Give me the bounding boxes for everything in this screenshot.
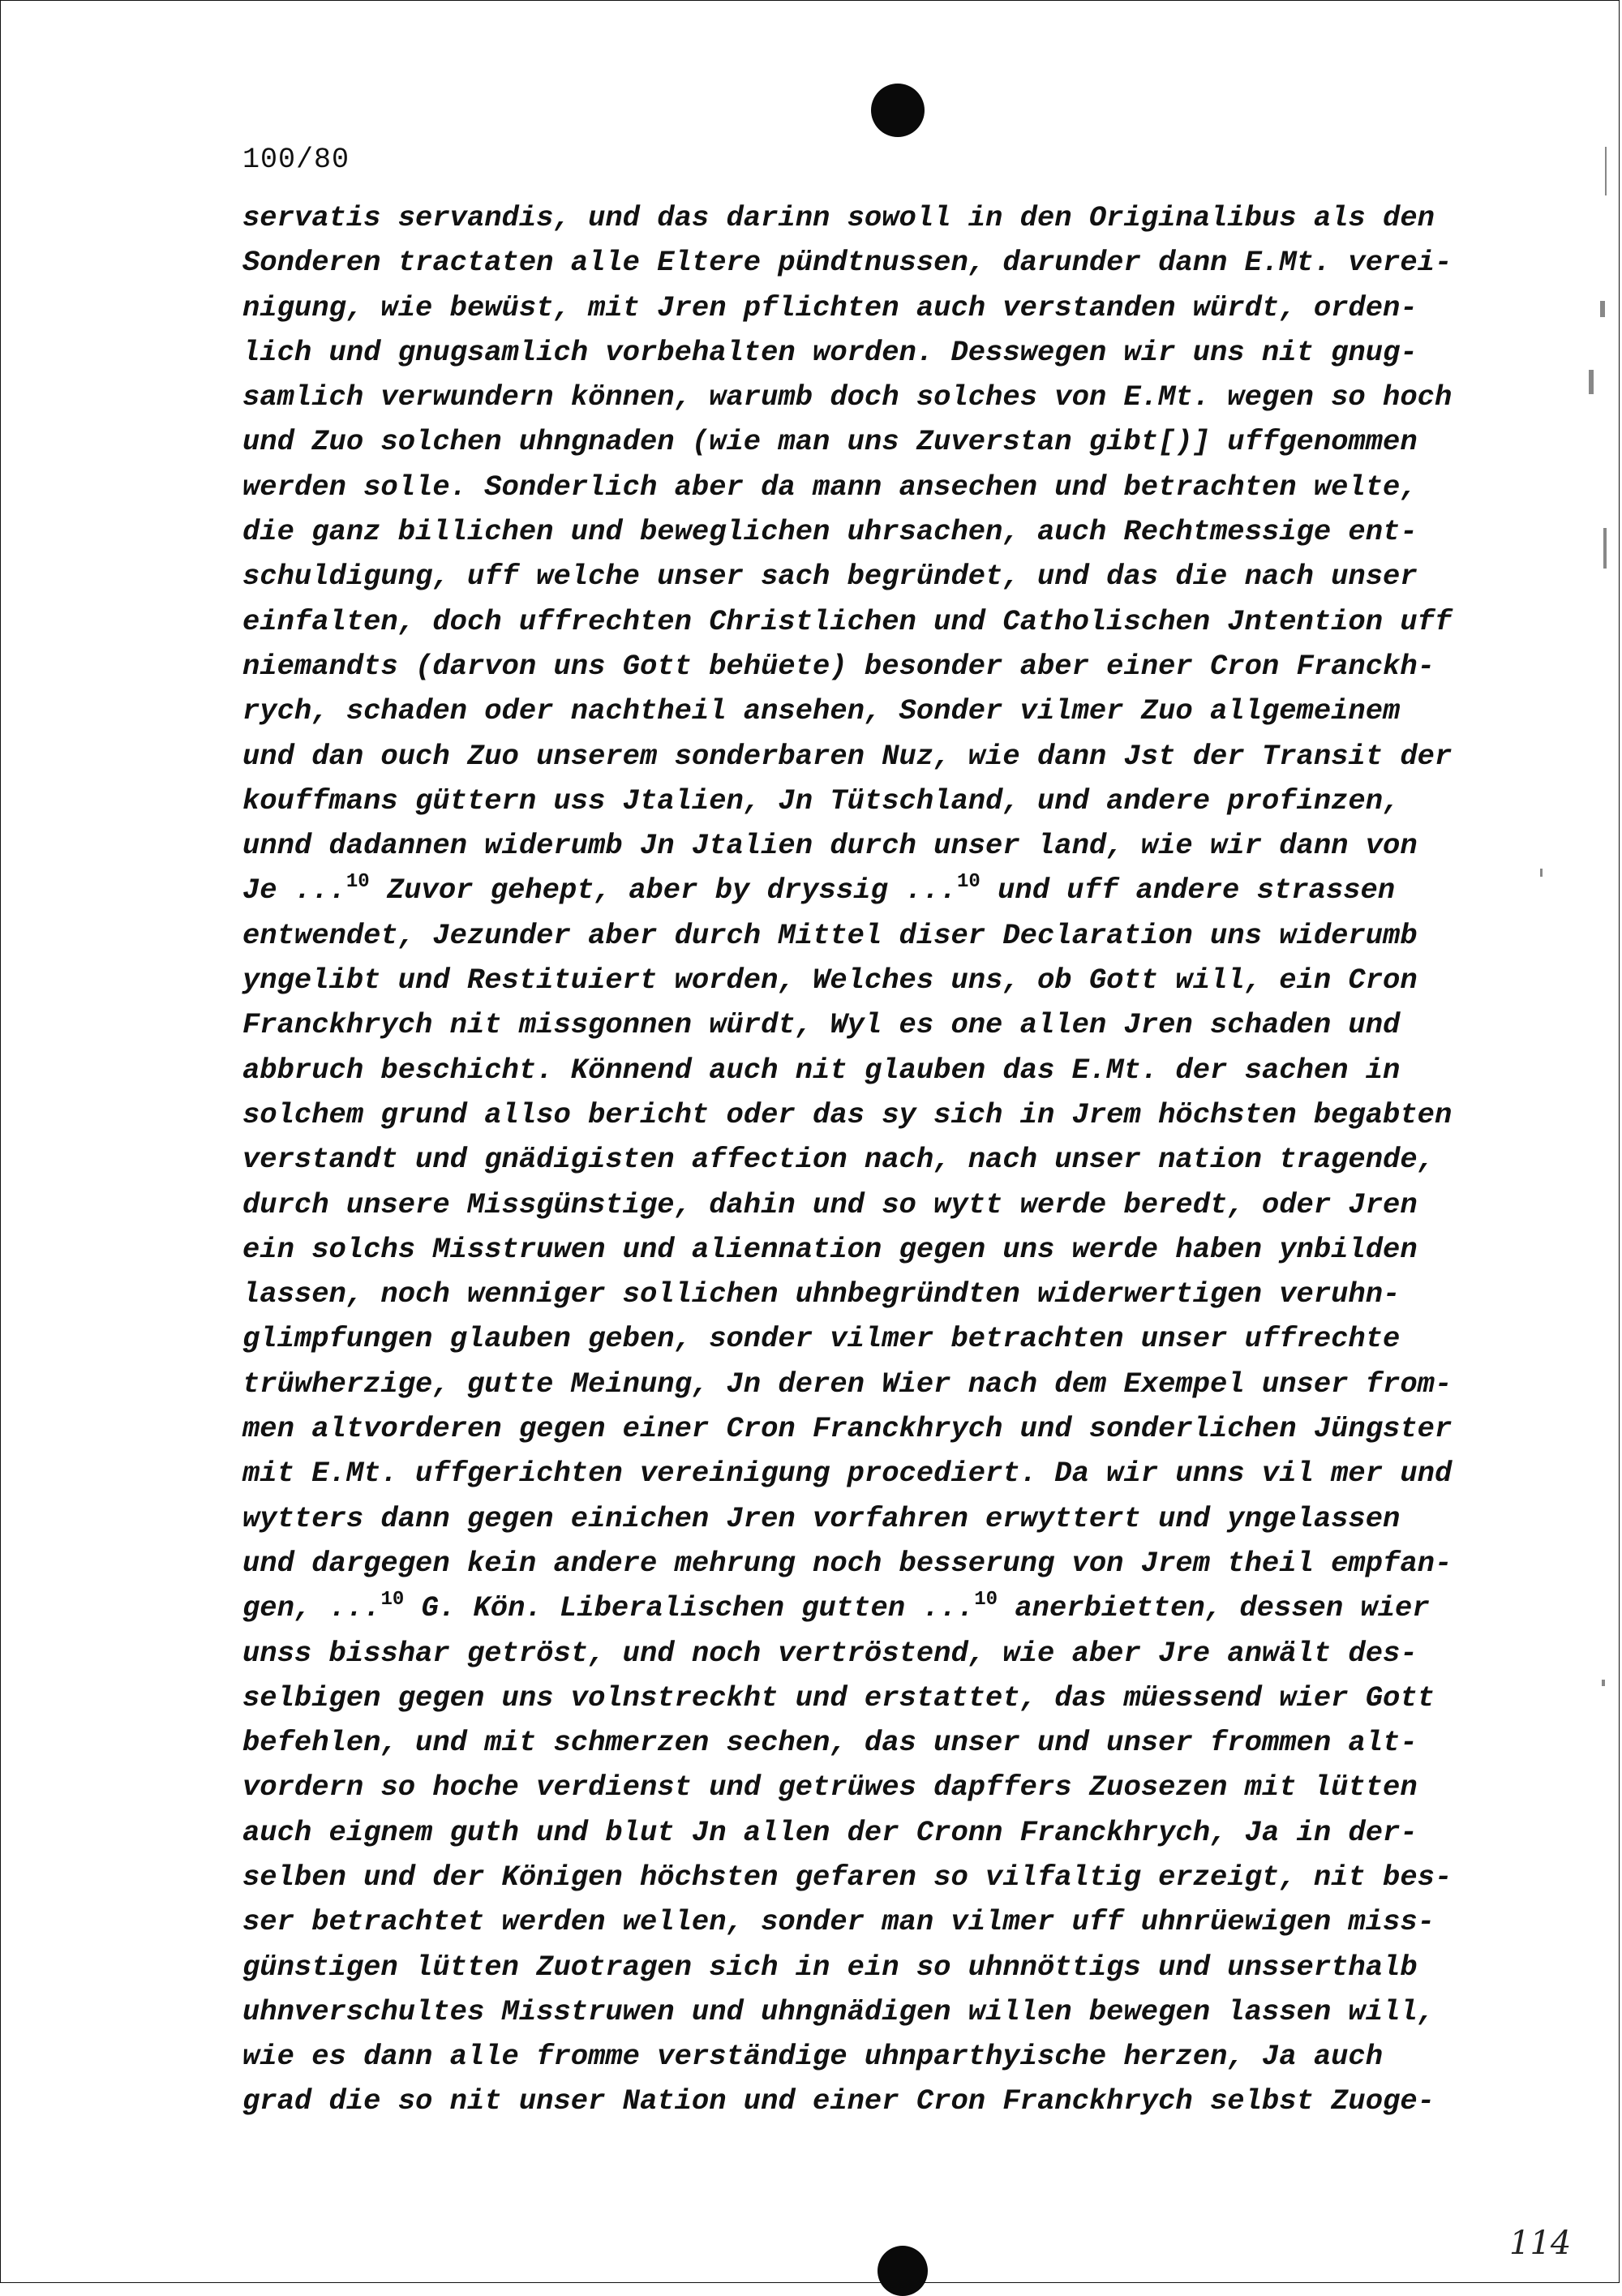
text-segment: solchem grund allso bericht oder das sy sich in Jrem höchsten begabten xyxy=(242,1097,1453,1131)
text-segment: Je ... xyxy=(242,873,346,908)
text-line xyxy=(242,2034,1491,2079)
text-segment: entwendet, Jezunder aber durch Mittel diser Declaration uns widerumb xyxy=(242,918,1418,952)
scan-artifact xyxy=(1602,1680,1605,1686)
text-segment: mit E.Mt. uffgerichten vereinigung procediert. Da wir unns vil mer und xyxy=(242,1457,1453,1491)
footnote-marker: 10 xyxy=(956,871,980,894)
text-segment: rych, schaden oder nachtheil ansehen, Sonder vilmer Zuo allgemeinem xyxy=(242,694,1401,728)
text-line xyxy=(242,419,1491,464)
text-segment: selbigen gegen uns volnstreckht und erstattet, das müessend wier Gott xyxy=(242,1680,1435,1714)
text-segment: ser betrachtet werden wellen, sonder man vilmer uff uhnrüewigen miss- xyxy=(242,1905,1435,1939)
text-segment: und dargegen kein andere mehrung noch besserung von Jrem theil empfan- xyxy=(242,1546,1453,1580)
text-segment: Zuvor gehept, aber by dryssig ... xyxy=(369,873,957,908)
text-segment: unss bisshar getröst, und noch vertröstend, wie aber Jre anwält des- xyxy=(242,1636,1418,1670)
text-segment: günstigen lütten Zuotragen sich in ein so uhnnöttigs und unsserthalb xyxy=(242,1950,1418,1984)
text-line xyxy=(242,1541,1491,1586)
text-line xyxy=(242,1002,1491,1047)
text-segment: unnd dadannen widerumb Jn Jtalien durch unser land, wie wir dann von xyxy=(242,829,1418,863)
text-line xyxy=(242,1810,1491,1855)
text-segment: men altvorderen gegen einer Cron Franckhrych und sonderlichen Jüngster xyxy=(242,1412,1453,1446)
text-segment: trüwherzige, gutte Meinung, Jn deren Wier nach dem Exempel unser from- xyxy=(242,1367,1453,1401)
text-line xyxy=(242,509,1491,554)
scan-artifact xyxy=(1589,370,1594,394)
text-segment: nigung, wie bewüst, mit Jren pflichten auch verstanden würdt, orden- xyxy=(242,290,1418,324)
text-line xyxy=(242,1406,1491,1451)
text-segment: samlich verwundern können, warumb doch solches von E.Mt. wegen so hoch xyxy=(242,380,1453,414)
text-line xyxy=(242,1720,1491,1765)
text-line xyxy=(242,375,1491,419)
text-line xyxy=(242,1989,1491,2034)
text-line xyxy=(242,1092,1491,1137)
text-line xyxy=(242,1765,1491,1809)
text-segment: grad die so nit unser Nation und einer Cron Franckhrych selbst Zuoge- xyxy=(242,2084,1435,2118)
text-segment: uhnverschultes Misstruwen und uhngnädigen willen bewegen lassen will, xyxy=(242,1994,1435,2028)
text-line xyxy=(242,1316,1491,1361)
text-line xyxy=(242,689,1491,733)
text-segment: abbruch beschicht. Könnend auch nit glauben das E.Mt. der sachen in xyxy=(242,1053,1401,1087)
text-segment: anerbietten, dessen wier xyxy=(998,1591,1430,1625)
text-segment: durch unsere Missgünstige, dahin und so wytt werde beredt, oder Jren xyxy=(242,1187,1418,1221)
page-reference: 100/80 xyxy=(242,144,350,176)
scan-artifact xyxy=(1600,301,1605,317)
text-line xyxy=(242,1496,1491,1541)
text-line xyxy=(242,734,1491,779)
text-segment: ein solchs Misstruwen und aliennation gegen uns werde haben ynbilden xyxy=(242,1232,1418,1266)
text-line xyxy=(242,554,1491,599)
text-segment: servatis servandis, und das darinn sowoll in den Originalibus als den xyxy=(242,201,1435,234)
footnote-marker: 10 xyxy=(380,1589,405,1611)
text-line xyxy=(242,823,1491,868)
text-line xyxy=(242,2079,1491,2123)
text-segment: verstandt und gnädigisten affection nach, nach unser nation tragende, xyxy=(242,1143,1435,1177)
text-segment: und Zuo solchen uhngnaden (wie man uns Zuverstan gibt[)] uffgenommen xyxy=(242,425,1418,459)
text-line xyxy=(242,1362,1491,1406)
text-segment: Franckhrych nit missgonnen würdt, Wyl es one allen Jren schaden und xyxy=(242,1008,1401,1042)
text-segment: werden solle. Sonderlich aber da mann ansechen und betrachten welte, xyxy=(242,470,1418,504)
scan-artifact xyxy=(1540,869,1543,877)
text-segment: auch eignem guth und blut Jn allen der Cronn Franckhrych, Ja in der- xyxy=(242,1815,1418,1849)
text-segment: kouffmans güttern uss Jtalien, Jn Tütschland, und andere profinzen, xyxy=(242,783,1401,818)
text-segment: befehlen, und mit schmerzen sechen, das unser und unser frommen alt- xyxy=(242,1726,1418,1760)
text-line xyxy=(242,330,1491,375)
text-line xyxy=(242,1899,1491,1944)
folio-number: 114 xyxy=(1509,2225,1572,2262)
text-segment: G. Kön. Liberalischen gutten ... xyxy=(404,1591,975,1625)
text-segment: yngelibt und Restituiert worden, Welches uns, ob Gott will, ein Cron xyxy=(242,963,1418,998)
text-line xyxy=(242,1586,1491,1630)
text-segment: lich und gnugsamlich vorbehalten worden. Desswegen wir uns nit gnug- xyxy=(242,335,1418,369)
text-line xyxy=(242,1048,1491,1092)
text-segment: gen, ... xyxy=(242,1591,381,1625)
text-line xyxy=(242,195,1491,240)
text-segment: einfalten, doch uffrechten Christlichen und Catholischen Jntention uff xyxy=(242,604,1453,638)
text-segment: Sonderen tractaten alle Eltere pündtnussen, darunder dann E.Mt. verei- xyxy=(242,246,1453,280)
text-line xyxy=(242,1137,1491,1182)
text-segment: glimpfungen glauben geben, sonder vilmer betrachten unser uffrechte xyxy=(242,1322,1401,1356)
text-segment: selben und der Königen höchsten gefaren so vilfaltig erzeigt, nit bes- xyxy=(242,1860,1453,1894)
text-line xyxy=(242,465,1491,509)
text-line xyxy=(242,1227,1491,1272)
footnote-marker: 10 xyxy=(345,871,370,894)
text-segment: und dan ouch Zuo unserem sonderbaren Nuz, wie dann Jst der Transit der xyxy=(242,739,1453,773)
text-line xyxy=(242,285,1491,330)
punch-hole-bottom xyxy=(878,2246,928,2296)
text-line xyxy=(242,1631,1491,1676)
text-line xyxy=(242,1451,1491,1496)
text-line xyxy=(242,913,1491,958)
scan-artifact xyxy=(1605,147,1607,195)
text-line xyxy=(242,868,1491,912)
text-segment: vordern so hoche verdienst und getrüwes dapffers Zuosezen mit lütten xyxy=(242,1770,1418,1805)
footnote-marker: 10 xyxy=(974,1589,998,1611)
text-line xyxy=(242,644,1491,689)
text-line xyxy=(242,958,1491,1002)
text-segment: schuldigung, uff welche unser sach begründet, und das die nach unser xyxy=(242,560,1418,594)
text-segment: und uff andere strassen xyxy=(980,873,1396,908)
text-line xyxy=(242,1855,1491,1899)
text-line xyxy=(242,240,1491,285)
punch-hole-top xyxy=(871,84,925,137)
text-line xyxy=(242,1182,1491,1227)
body-text xyxy=(242,195,1491,2124)
text-line xyxy=(242,599,1491,644)
text-line xyxy=(242,779,1491,823)
text-segment: lassen, noch wenniger sollichen uhnbegründten widerwertigen veruhn- xyxy=(242,1277,1401,1311)
text-segment: die ganz billichen und beweglichen uhrsachen, auch Rechtmessige ent- xyxy=(242,515,1418,549)
text-line xyxy=(242,1945,1491,1989)
scan-artifact xyxy=(1603,528,1607,569)
text-segment: niemandts (darvon uns Gott behüete) besonder aber einer Cron Franckh- xyxy=(242,649,1435,683)
text-segment: wie es dann alle fromme verständige uhnparthyische herzen, Ja auch xyxy=(242,2040,1384,2074)
text-line xyxy=(242,1676,1491,1720)
text-segment: wytters dann gegen einichen Jren vorfahren erwyttert und yngelassen xyxy=(242,1501,1401,1535)
text-line xyxy=(242,1272,1491,1316)
